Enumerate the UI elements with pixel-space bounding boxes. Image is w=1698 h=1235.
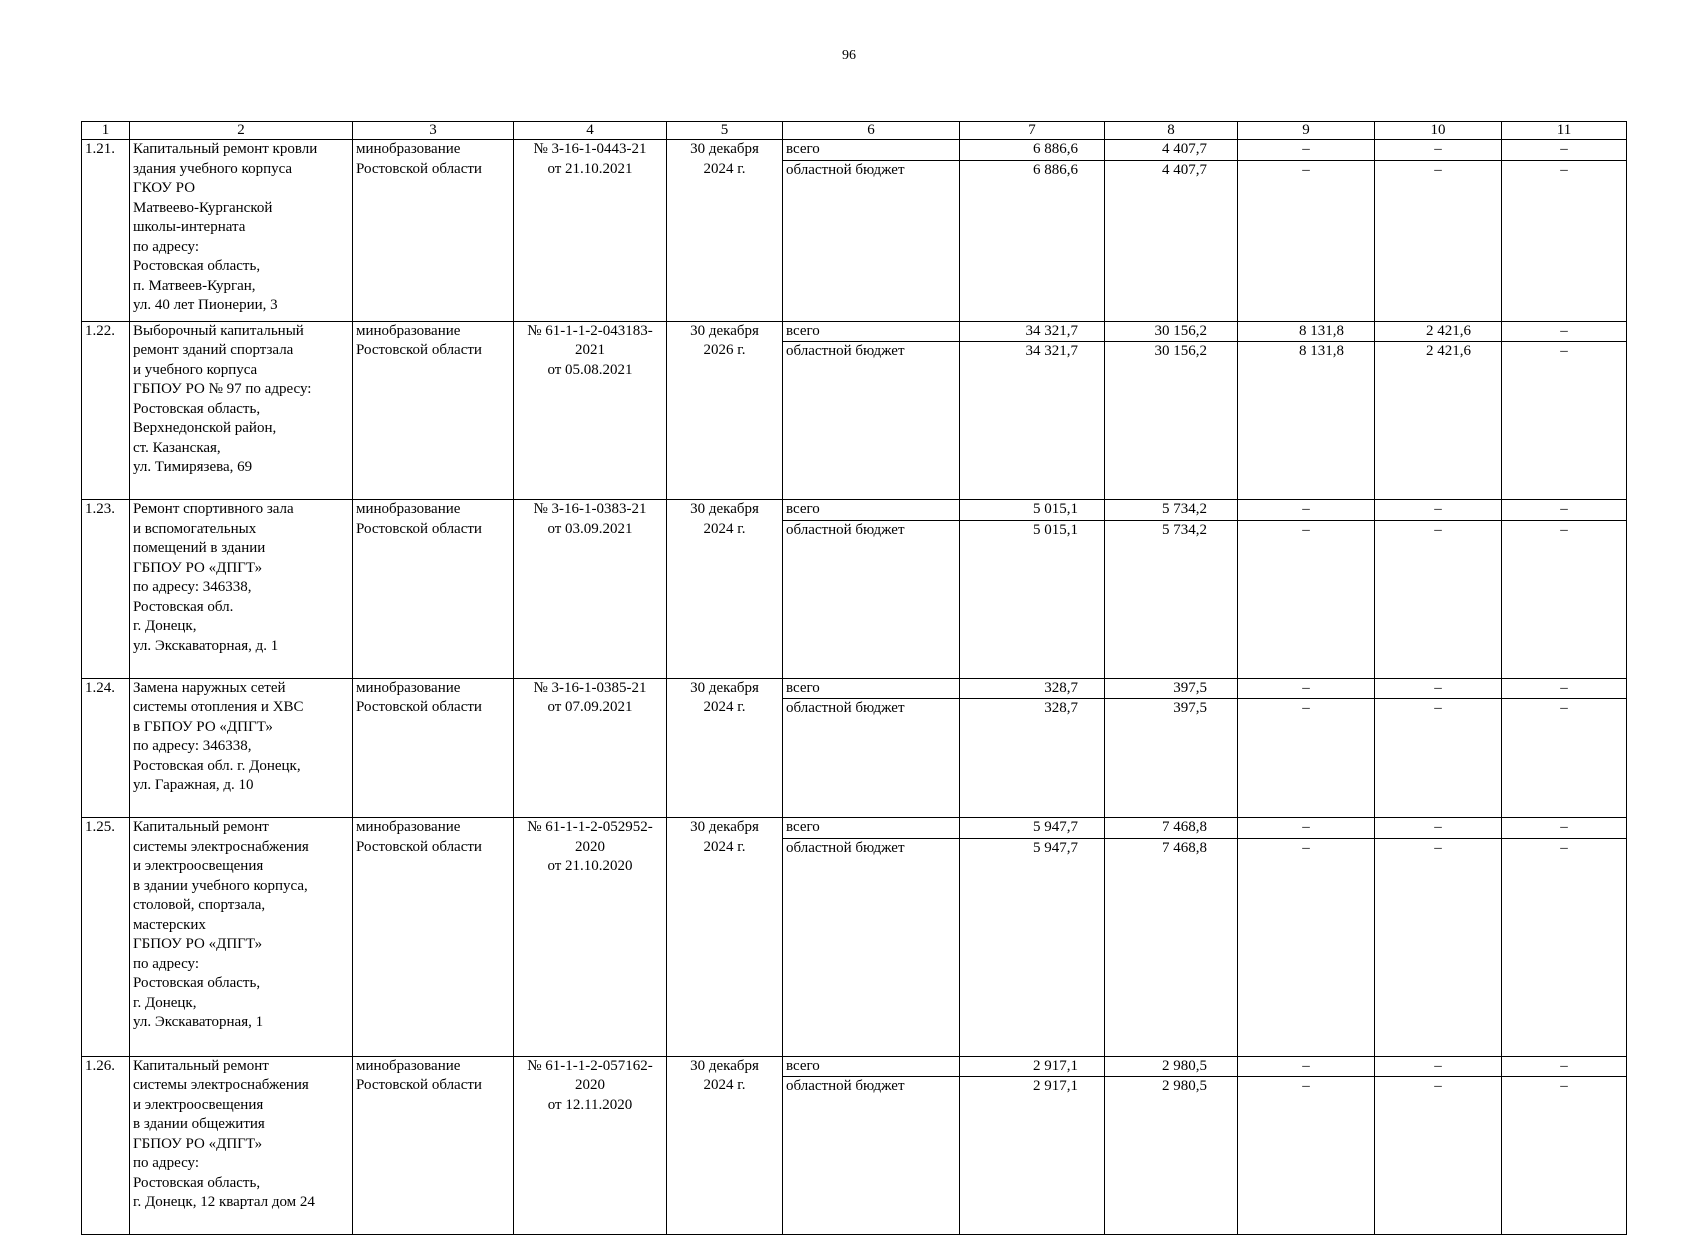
funding-source: областной бюджет: [783, 520, 960, 678]
column-number: 7: [960, 122, 1105, 140]
item-number: 1.24.: [82, 678, 130, 818]
value-col9: 8 131,8: [1238, 321, 1375, 342]
value-col9: –: [1238, 1056, 1375, 1077]
object-name: Капитальный ремонт системы электроснабжения и электроосвещения в здании общежития ГБПОУ РО «ДПГТ» по адресу: Ростовская область, г. Донецк, 12 квартал дом 24: [130, 1056, 353, 1235]
object-name: Ремонт спортивного зала и вспомогательных помещений в здании ГБПОУ РО «ДПГТ» по адресу: 346338, Ростовская обл. г. Донецк, ул. Экскаваторная, д. 1: [130, 500, 353, 679]
value-col8: 7 468,8: [1105, 838, 1238, 1056]
document-number: № 3-16-1-0443-21 от 21.10.2021: [514, 140, 667, 322]
value-col10: –: [1375, 818, 1502, 839]
document-number: № 3-16-1-0383-21 от 03.09.2021: [514, 500, 667, 679]
value-col10: –: [1375, 838, 1502, 1056]
value-col9: –: [1238, 678, 1375, 699]
value-col7: 5 947,7: [960, 818, 1105, 839]
funding-source: всего: [783, 321, 960, 342]
funding-source: всего: [783, 678, 960, 699]
responsible-org: минобразование Ростовской области: [353, 1056, 514, 1235]
value-col9: –: [1238, 520, 1375, 678]
value-col9: 8 131,8: [1238, 342, 1375, 500]
document-number: № 61-1-1-2-052952- 2020 от 21.10.2020: [514, 818, 667, 1057]
value-col7: 2 917,1: [960, 1056, 1105, 1077]
value-col8: 4 407,7: [1105, 160, 1238, 321]
program-table: [81, 121, 1627, 1235]
column-number: 5: [667, 122, 783, 140]
table-row: [82, 500, 1627, 521]
value-col9: –: [1238, 838, 1375, 1056]
funding-source: областной бюджет: [783, 699, 960, 818]
value-col8: 2 980,5: [1105, 1077, 1238, 1235]
value-col7: 5 015,1: [960, 500, 1105, 521]
value-col11: –: [1502, 838, 1627, 1056]
funding-source: всего: [783, 500, 960, 521]
value-col7: 34 321,7: [960, 342, 1105, 500]
item-number: 1.22.: [82, 321, 130, 500]
funding-source: областной бюджет: [783, 1077, 960, 1235]
column-number: 4: [514, 122, 667, 140]
value-col11: –: [1502, 678, 1627, 699]
value-col11: –: [1502, 342, 1627, 500]
value-col10: 2 421,6: [1375, 321, 1502, 342]
value-col11: –: [1502, 699, 1627, 818]
column-number: 9: [1238, 122, 1375, 140]
table-row: [82, 321, 1627, 342]
page-number: 96: [842, 48, 856, 63]
value-col11: –: [1502, 500, 1627, 521]
value-col10: 2 421,6: [1375, 342, 1502, 500]
completion-date: 30 декабря 2026 г.: [667, 321, 783, 500]
value-col8: 397,5: [1105, 678, 1238, 699]
value-col9: –: [1238, 140, 1375, 161]
column-number: 1: [82, 122, 130, 140]
responsible-org: минобразование Ростовской области: [353, 678, 514, 818]
value-col11: –: [1502, 1056, 1627, 1077]
header-row: [82, 122, 1627, 140]
column-number: 2: [130, 122, 353, 140]
value-col8: 5 734,2: [1105, 500, 1238, 521]
column-number: 3: [353, 122, 514, 140]
value-col7: 34 321,7: [960, 321, 1105, 342]
value-col9: –: [1238, 699, 1375, 818]
value-col10: –: [1375, 140, 1502, 161]
table-row: [82, 678, 1627, 699]
value-col7: 6 886,6: [960, 160, 1105, 321]
value-col10: –: [1375, 500, 1502, 521]
value-col8: 4 407,7: [1105, 140, 1238, 161]
value-col9: –: [1238, 818, 1375, 839]
value-col10: –: [1375, 160, 1502, 321]
value-col9: –: [1238, 500, 1375, 521]
funding-source: всего: [783, 1056, 960, 1077]
table-row: [82, 818, 1627, 839]
object-name: Выборочный капитальный ремонт зданий спортзала и учебного корпуса ГБПОУ РО № 97 по адресу: Ростовская область, Верхнедонской район, ст. Казанская, ул. Тимирязева, 69: [130, 321, 353, 500]
item-number: 1.26.: [82, 1056, 130, 1235]
document-number: № 61-1-1-2-043183- 2021 от 05.08.2021: [514, 321, 667, 500]
value-col9: –: [1238, 1077, 1375, 1235]
funding-source: областной бюджет: [783, 342, 960, 500]
value-col10: –: [1375, 1056, 1502, 1077]
column-number: 11: [1502, 122, 1627, 140]
value-col8: 2 980,5: [1105, 1056, 1238, 1077]
value-col8: 5 734,2: [1105, 520, 1238, 678]
value-col10: –: [1375, 520, 1502, 678]
value-col8: 397,5: [1105, 699, 1238, 818]
table-row: [82, 140, 1627, 161]
responsible-org: минобразование Ростовской области: [353, 140, 514, 322]
document-number: № 3-16-1-0385-21 от 07.09.2021: [514, 678, 667, 818]
funding-source: всего: [783, 818, 960, 839]
completion-date: 30 декабря 2024 г.: [667, 140, 783, 322]
value-col7: 6 886,6: [960, 140, 1105, 161]
object-name: Капитальный ремонт системы электроснабжения и электроосвещения в здании учебного корпуса, столовой, спортзала, мастерских ГБПОУ РО «ДПГТ» по адресу: Ростовская область, г. Донецк, ул. Экскаваторная, 1: [130, 818, 353, 1057]
value-col10: –: [1375, 699, 1502, 818]
value-col11: –: [1502, 160, 1627, 321]
value-col11: –: [1502, 140, 1627, 161]
value-col7: 328,7: [960, 678, 1105, 699]
value-col9: –: [1238, 160, 1375, 321]
value-col8: 30 156,2: [1105, 342, 1238, 500]
table-row: [82, 1056, 1627, 1077]
completion-date: 30 декабря 2024 г.: [667, 1056, 783, 1235]
column-number: 10: [1375, 122, 1502, 140]
document-number: № 61-1-1-2-057162- 2020 от 12.11.2020: [514, 1056, 667, 1235]
value-col11: –: [1502, 818, 1627, 839]
completion-date: 30 декабря 2024 г.: [667, 500, 783, 679]
value-col8: 7 468,8: [1105, 818, 1238, 839]
value-col7: 5 015,1: [960, 520, 1105, 678]
item-number: 1.23.: [82, 500, 130, 679]
object-name: Замена наружных сетей системы отопления и ХВС в ГБПОУ РО «ДПГТ» по адресу: 346338, Ростовская обл. г. Донецк, ул. Гаражная, д. 10: [130, 678, 353, 818]
responsible-org: минобразование Ростовской области: [353, 500, 514, 679]
responsible-org: минобразование Ростовской области: [353, 818, 514, 1057]
completion-date: 30 декабря 2024 г.: [667, 678, 783, 818]
column-number: 8: [1105, 122, 1238, 140]
value-col11: –: [1502, 520, 1627, 678]
item-number: 1.21.: [82, 140, 130, 322]
value-col7: 2 917,1: [960, 1077, 1105, 1235]
value-col7: 5 947,7: [960, 838, 1105, 1056]
funding-source: областной бюджет: [783, 838, 960, 1056]
funding-source: областной бюджет: [783, 160, 960, 321]
value-col8: 30 156,2: [1105, 321, 1238, 342]
column-number: 6: [783, 122, 960, 140]
object-name: Капитальный ремонт кровли здания учебного корпуса ГКОУ РО Матвеево-Курганской школы-интерната по адресу: Ростовская область, п. Матвеев-Курган, ул. 40 лет Пионерии, 3: [130, 140, 353, 322]
value-col11: –: [1502, 321, 1627, 342]
completion-date: 30 декабря 2024 г.: [667, 818, 783, 1057]
value-col11: –: [1502, 1077, 1627, 1235]
responsible-org: минобразование Ростовской области: [353, 321, 514, 500]
value-col7: 328,7: [960, 699, 1105, 818]
value-col10: –: [1375, 678, 1502, 699]
item-number: 1.25.: [82, 818, 130, 1057]
value-col10: –: [1375, 1077, 1502, 1235]
funding-source: всего: [783, 140, 960, 161]
